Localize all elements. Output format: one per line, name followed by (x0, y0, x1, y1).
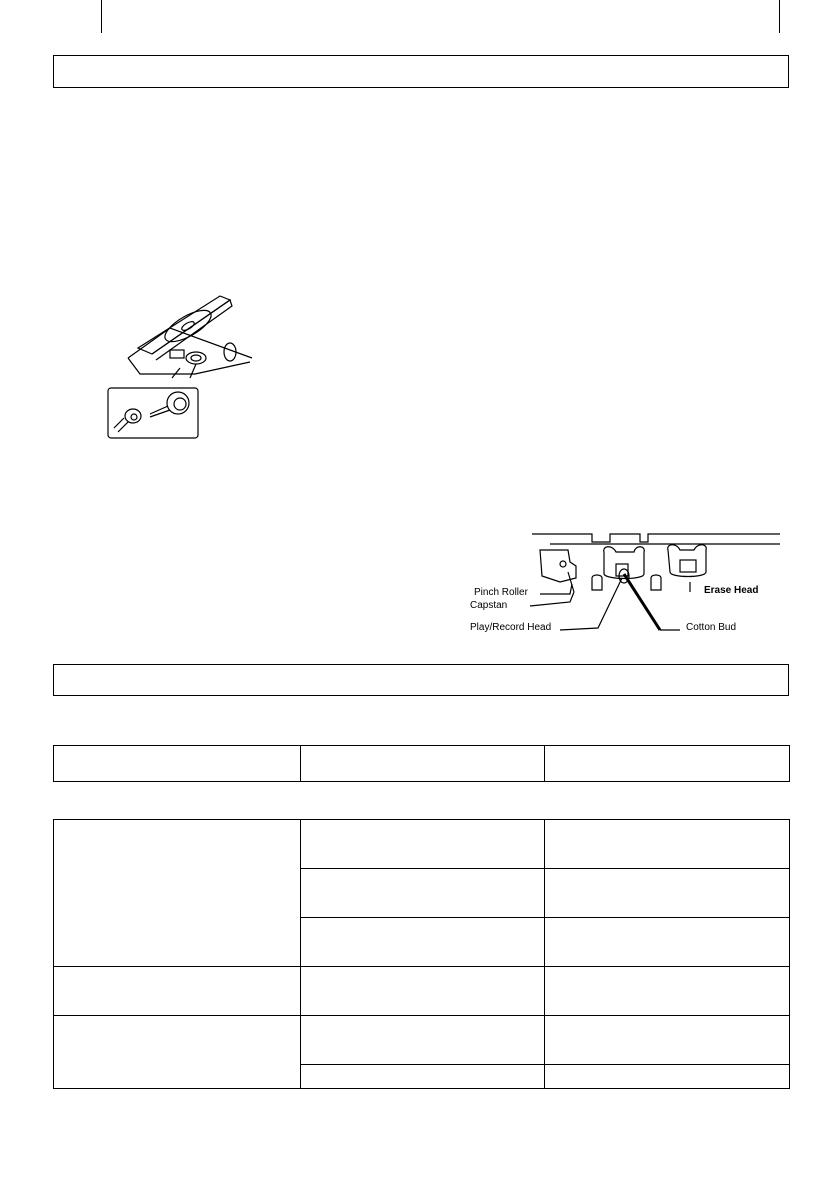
table-row (54, 1016, 790, 1065)
erase-head-label: Erase Head (704, 585, 759, 596)
capstan-label: Capstan (470, 600, 508, 611)
cause-cell (301, 918, 545, 967)
cause-cell (301, 869, 545, 918)
cut-mark-right (779, 0, 780, 33)
table-row (54, 820, 790, 869)
remedy-cell (545, 869, 790, 918)
symptom-cell (54, 820, 301, 967)
cause-cell (301, 1016, 545, 1065)
cause-cell (301, 820, 545, 869)
remedy-cell (545, 967, 790, 1016)
header-cell (54, 746, 301, 782)
cotton-bud-label: Cotton Bud (686, 622, 737, 633)
header-cell (301, 746, 545, 782)
cassette-head-cleaning-illustration (530, 530, 790, 635)
cut-mark-left (101, 0, 102, 33)
troubleshooting-header-table (53, 745, 790, 782)
table-row (54, 967, 790, 1016)
remedy-cell (545, 1016, 790, 1065)
remedy-cell (545, 918, 790, 967)
remedy-cell (545, 820, 790, 869)
symptom-cell (54, 1016, 301, 1089)
section-header-box-1 (53, 55, 789, 88)
pinch-roller-label: Pinch Roller (474, 587, 528, 598)
cause-cell (301, 967, 545, 1016)
section-header-box-2 (53, 664, 789, 696)
symptom-cell (54, 967, 301, 1016)
cd-lens-cleaning-illustration (100, 288, 260, 440)
troubleshooting-table (53, 819, 790, 1089)
remedy-cell (545, 1065, 790, 1089)
cause-cell (301, 1065, 545, 1089)
header-cell (545, 746, 790, 782)
play-record-head-label: Play/Record Head (470, 622, 552, 633)
